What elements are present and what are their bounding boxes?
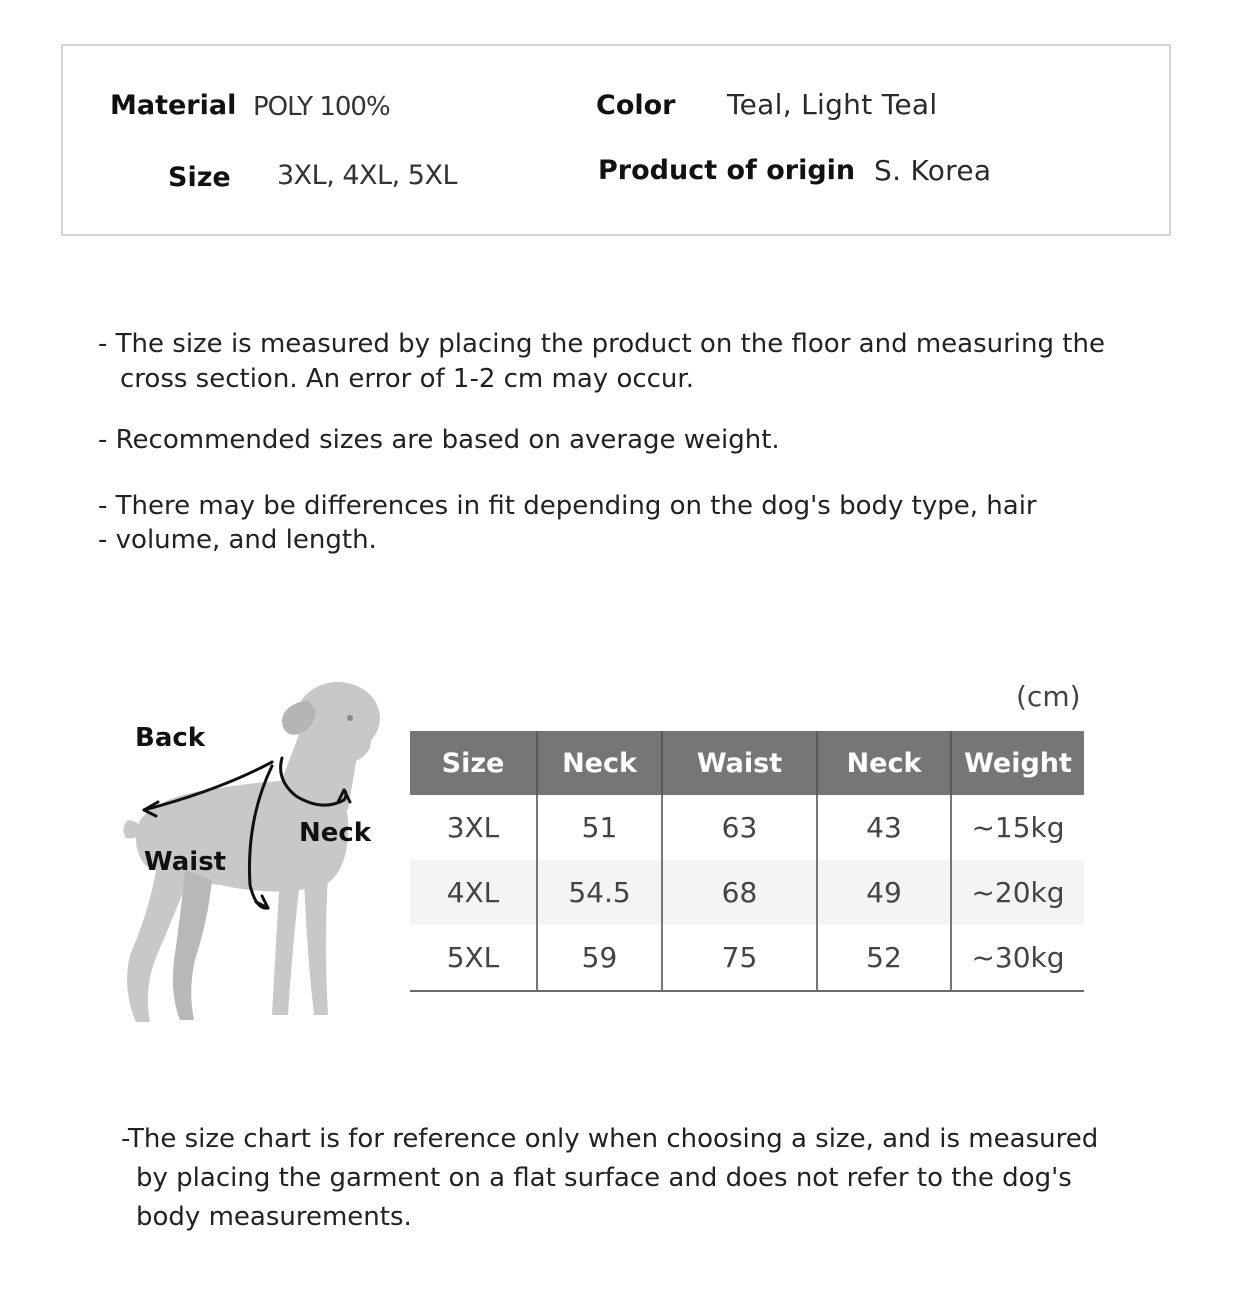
table-row	[410, 795, 1084, 860]
dog-eye	[347, 715, 353, 721]
table-cell: 3XL	[410, 795, 537, 860]
waist-arrowhead-icon	[256, 896, 268, 908]
table-cell: 75	[662, 925, 817, 991]
table-row	[410, 860, 1084, 925]
table-cell: 43	[817, 795, 951, 860]
table-cell: 4XL	[410, 860, 537, 925]
unit-label: (cm)	[1016, 680, 1081, 713]
table-cell: ~15kg	[971, 811, 1065, 844]
header-neck-2: Neck	[817, 731, 951, 795]
material-value: POLY 100%	[253, 92, 390, 122]
table-cell: 52	[817, 925, 951, 991]
header-size: Size	[410, 731, 537, 795]
table-cell: ~30kg	[951, 925, 1084, 991]
table-cell: 5XL	[410, 925, 537, 991]
note-measurement-line1: - The size is measured by placing the product on the floor and measuring the	[98, 329, 1105, 359]
note-measurement-line2: cross section. An error of 1-2 cm may occur.	[120, 364, 694, 394]
header-waist: Waist	[662, 731, 817, 795]
table-header-row	[410, 731, 1084, 795]
dog-front-leg-2	[304, 875, 328, 1015]
table-cell: 51	[537, 795, 662, 860]
footer-line-1: -The size chart is for reference only when choosing a size, and is measured	[121, 1124, 1099, 1154]
waist-label: Waist	[144, 847, 227, 877]
back-label: Back	[135, 723, 206, 753]
size-value: 3XL, 4XL, 5XL	[277, 160, 457, 191]
table-cell: 59	[537, 925, 662, 991]
table-cell: 63	[662, 795, 817, 860]
note-weight: - Recommended sizes are based on average weight.	[98, 425, 780, 455]
footer-line-2: by placing the garment on a flat surface and does not refer to the dog's	[136, 1163, 1072, 1193]
size-chart-table	[410, 731, 1084, 992]
table-row	[410, 925, 1084, 991]
table-cell: 49	[817, 860, 951, 925]
note-fit-line2: - volume, and length.	[98, 525, 377, 555]
color-label: Color	[596, 90, 676, 121]
material-label: Material	[110, 90, 237, 121]
dog-front-leg-1	[272, 875, 300, 1015]
spec-box	[61, 44, 1171, 236]
neck-label: Neck	[299, 818, 372, 848]
origin-label: Product of origin	[598, 155, 856, 186]
size-label: Size	[168, 162, 231, 193]
header-weight: Weight	[951, 731, 1084, 795]
table-cell: ~20kg	[951, 860, 1084, 925]
footer-line-3: body measurements.	[136, 1202, 412, 1232]
origin-value: S. Korea	[874, 154, 992, 187]
color-value: Teal, Light Teal	[727, 88, 938, 121]
header-neck: Neck	[537, 731, 662, 795]
footer-note	[121, 1120, 1098, 1237]
table-cell: 68	[662, 860, 817, 925]
note-fit-line1: - There may be differences in fit depending on the dog's body type, hair	[98, 491, 1037, 521]
table-cell: 54.5	[537, 860, 662, 925]
